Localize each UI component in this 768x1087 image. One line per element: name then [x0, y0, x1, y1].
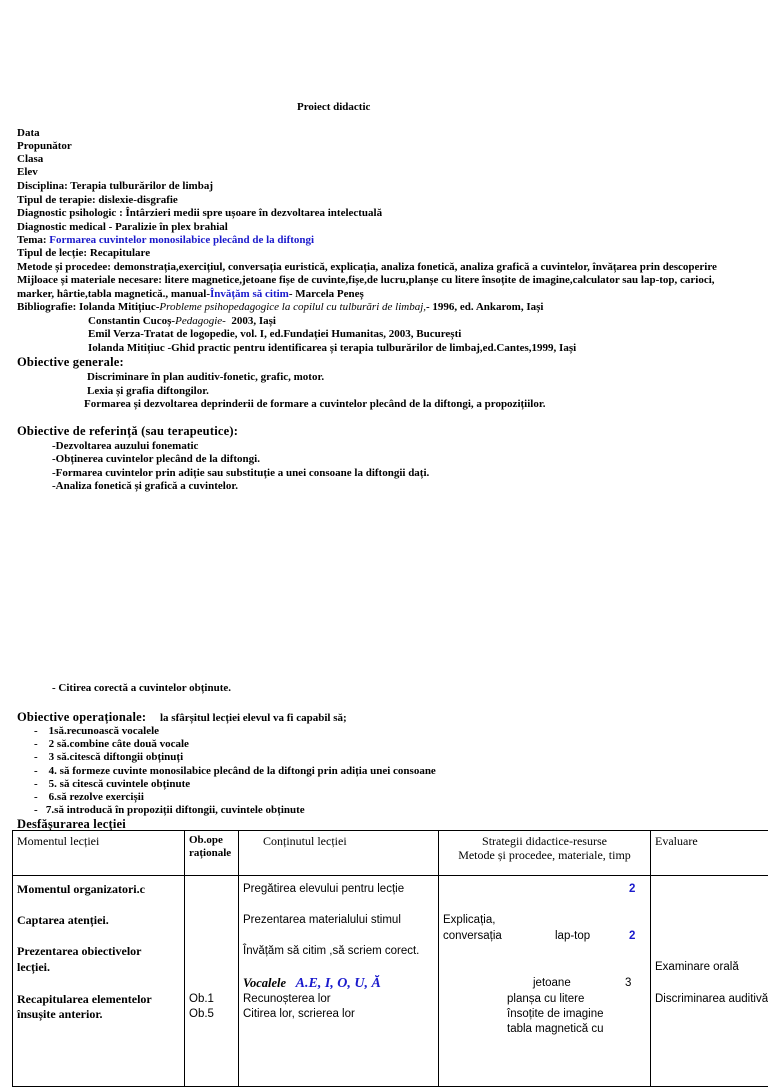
moment-prezentarea-2: lecției.	[17, 960, 50, 974]
biblio-author-2: Constantin Cucoș-	[88, 315, 175, 327]
field-data: Data	[17, 127, 40, 140]
field-mijloace-line2	[17, 288, 364, 301]
strategie-item: Explicația,	[443, 913, 495, 927]
obiective-operationale-heading: Obiective operaționale:	[17, 710, 146, 724]
table-row	[13, 876, 768, 1087]
lesson-table	[12, 830, 768, 1087]
obiectiv-referinta-item: -Dezvoltarea auzului fonematic	[52, 440, 198, 453]
biblio-entry-4: Iolanda Mitițiuc -Ghid practic pentru identificarea și terapia tulburărilor de limbaj,ed.Cantes,1999, Iași	[88, 342, 576, 355]
obiective-referinta-heading: Obiective de referință (sau terapeutice):	[17, 425, 238, 438]
obiectiv-ref: Ob.5	[189, 1007, 214, 1021]
cell-strategii	[439, 876, 651, 1087]
obiectiv-operational-item: - 6.să rezolve exercișii	[34, 791, 144, 804]
continut-vocalele: Vocalele A.E, I, O, U, Ă	[243, 976, 381, 991]
strategie-item: lap-top	[555, 929, 590, 943]
col-header-strategii: Strategii didactice-resurse Metode și procedee, materiale, timp	[439, 831, 651, 876]
tema-value: Formarea cuvintelor monosilabice plecând de la diftongi	[49, 234, 314, 246]
obiectiv-operational-item: - 5. să citescă cuvintele obținute	[34, 778, 190, 791]
continut-item: Pregătirea elevului pentru lecție	[243, 882, 404, 896]
strategie-item: conversația	[443, 929, 502, 943]
biblio-entry-3: Emil Verza-Tratat de logopedie, vol. I, ed.Fundației Humanitas, 2003, București	[88, 328, 461, 341]
desfasurarea-heading: Desfășurarea lecției	[17, 818, 126, 831]
cell-evaluare	[651, 876, 768, 1087]
timp-minute: 2	[629, 882, 635, 896]
obiectiv-general-item: Discriminare în plan auditiv-fonetic, grafic, motor.	[87, 371, 324, 384]
timp-minute: 3	[625, 976, 631, 990]
obiectiv-operational-item: - 1să.recunoască vocalele	[34, 725, 159, 738]
cell-moment	[13, 876, 185, 1087]
continut-item: Recunoșterea lor	[243, 992, 331, 1006]
biblio-book-1: Probleme psihopedagogice la copilul cu tulburări de limbaj,	[159, 301, 426, 313]
moment-organizatoric: Momentul organizatori.c	[17, 882, 145, 896]
moment-prezentarea: Prezentarea obiectivelor	[17, 944, 142, 958]
obiectiv-referinta-item: -Obținerea cuvintelor plecând de la diftongi.	[52, 453, 260, 466]
col-header-continut: Conținutul lecției	[239, 831, 439, 876]
continut-item: Prezentarea materialului stimul	[243, 913, 401, 927]
biblio-author-1: Bibliografie: Iolanda Mitițiuc-	[17, 301, 159, 313]
biblio-entry-2	[88, 315, 276, 328]
mijloace-text: marker, hârtie,tabla magnetică., manual-	[17, 288, 210, 300]
manual-author: - Marcela Peneș	[289, 288, 364, 300]
field-tema	[17, 234, 314, 247]
obiectiv-referinta-item: -Analiza fonetică și grafică a cuvintelor.	[52, 480, 238, 493]
biblio-book-2: Pedagogie-	[175, 315, 226, 327]
field-clasa: Clasa	[17, 153, 43, 166]
field-diagnostic-psihologic: Diagnostic psihologic : Întârzieri medii spre ușoare în dezvoltarea intelectuală	[17, 207, 382, 220]
obiective-operationale-header	[17, 711, 347, 725]
evaluare-item: Examinare orală	[655, 960, 739, 974]
field-diagnostic-medical: Diagnostic medical - Paralizie în plex brahial	[17, 221, 228, 234]
strategie-item: însoțite de imagine	[507, 1007, 604, 1021]
strategie-item: jetoane	[533, 976, 571, 990]
field-tipul-lectie: Tipul de lecție: Recapitulare	[17, 247, 150, 260]
field-mijloace-line1: Mijloace și materiale necesare: litere magnetice,jetoane fișe de cuvinte,fișe,de lucru,planșe cu litere însoțite de imagine,calculator sau lap-top, carioci,	[17, 274, 715, 287]
col-header-moment: Momentul lecției	[13, 831, 185, 876]
obiectiv-general-item: Lexia și grafia diftongilor.	[87, 385, 209, 398]
strategie-item: planșa cu litere	[507, 992, 584, 1006]
field-elev: Elev	[17, 166, 38, 179]
obiectiv-general-item: Formarea și dezvoltarea deprinderii de formare a cuvintelor plecând de la diftongi, a propozițiilor.	[84, 398, 545, 411]
continut-item: Citirea lor, scrierea lor	[243, 1007, 355, 1021]
obiectiv-operational-item: - 2 să.combine câte două vocale	[34, 738, 189, 751]
cell-obiective	[185, 876, 239, 1087]
tema-label: Tema:	[17, 234, 47, 246]
biblio-pub-1: - 1996, ed. Ankarom, Iași	[426, 301, 543, 313]
obiective-generale-heading: Obiective generale:	[17, 356, 124, 369]
obiectiv-operational-item: - 3 să.citescă diftongii obținuți	[34, 751, 183, 764]
field-metode: Metode și procedee: demonstrația,exercițiul, conversația euristică, explicația, analiza fonetică, analiza grafică a cuvintelor, învățarea prin descoperire	[17, 261, 717, 274]
citirea-corecta: - Citirea corectă a cuvintelor obținute.	[52, 682, 231, 695]
moment-recapitularea: Recapitularea elementelor	[17, 992, 152, 1006]
field-tipul-terapie: Tipul de terapie: dislexie-disgrafie	[17, 194, 178, 207]
col-header-evaluare: Evaluare	[651, 831, 768, 876]
biblio-pub-2: 2003, Iași	[231, 315, 276, 327]
strategie-item: tabla magnetică cu	[507, 1022, 604, 1036]
page-title: Proiect didactic	[297, 101, 370, 114]
field-disciplina: Disciplina: Terapia tulburărilor de limbaj	[17, 180, 213, 193]
obiectiv-referinta-item: -Formarea cuvintelor prin adiție sau substituție a unei consoane la diftongii dați.	[52, 467, 429, 480]
col-header-obiective: Ob.ope raționale	[185, 831, 239, 876]
obiective-operationale-intro: la sfârșitul lecției elevul va fi capabil să;	[160, 712, 347, 724]
evaluare-item: Discriminarea auditivă	[655, 992, 768, 1006]
timp-minute: 2	[629, 929, 635, 943]
field-propunator: Propunător	[17, 140, 72, 153]
moment-recapitularea-2: însușite anterior.	[17, 1007, 103, 1021]
table-header-row	[13, 831, 768, 876]
obiectiv-operational-item: - 7.să introducă în propoziții diftongii, cuvintele obținute	[34, 804, 305, 817]
cell-continut	[239, 876, 439, 1087]
continut-item: Învățăm să citim ,să scriem corect.	[243, 944, 419, 958]
moment-captarea: Captarea atenției.	[17, 913, 109, 927]
obiectiv-operational-item: - 4. să formeze cuvinte monosilabice plecând de la diftongi prin adiția unei consoane	[34, 765, 436, 778]
obiectiv-ref: Ob.1	[189, 992, 214, 1006]
field-bibliografie	[17, 301, 543, 314]
manual-title: Învățăm să citim	[210, 288, 289, 300]
